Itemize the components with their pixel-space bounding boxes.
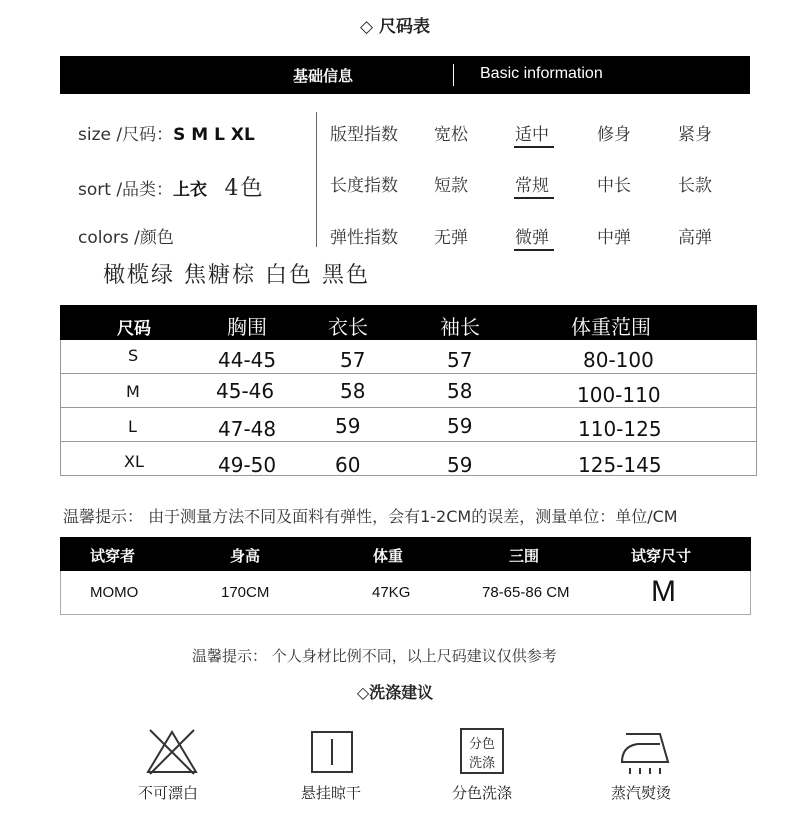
index-option-selected: 微弹 — [515, 228, 549, 248]
cell-sleeve: 58 — [447, 379, 473, 403]
selected-underline — [514, 146, 554, 148]
cell-weight: 80-100 — [583, 348, 654, 372]
selected-underline — [514, 249, 554, 251]
table-row — [60, 374, 757, 408]
tester-weight: 47KG — [372, 584, 411, 601]
cell-chest: 47-48 — [218, 417, 277, 441]
index-label: 弹性指数 — [330, 228, 398, 248]
cell-chest: 45-46 — [216, 379, 275, 403]
cell-sleeve: 57 — [447, 348, 473, 372]
index-option: 宽松 — [434, 125, 468, 145]
cell-length: 59 — [335, 414, 361, 438]
care-label: 悬挂晾干 — [301, 784, 362, 802]
try-on-row — [60, 571, 751, 615]
table-row — [60, 442, 757, 476]
cell-weight: 125-145 — [578, 453, 662, 477]
col-header: 身高 — [230, 547, 261, 565]
size-table-header — [60, 305, 757, 340]
tester-name: MOMO — [90, 584, 139, 601]
icon-text: 分色 — [468, 737, 495, 752]
cell-size: L — [128, 417, 137, 436]
separate-wash-icon — [460, 728, 504, 774]
colors-handwritten: 橄榄绿 焦糖棕 白色 黑色 — [103, 263, 370, 288]
page-title: ◇ 尺码表 — [360, 17, 430, 37]
index-option: 短款 — [434, 176, 468, 196]
cell-size: XL — [124, 452, 144, 471]
index-label: 版型指数 — [330, 125, 398, 145]
col-header: 体重 — [373, 547, 404, 565]
index-option: 高弹 — [678, 228, 712, 248]
table-row — [60, 408, 757, 442]
bar-divider — [453, 64, 454, 86]
size-label: size /尺码： — [78, 125, 174, 145]
info-divider — [316, 112, 317, 247]
index-label: 长度指数 — [330, 176, 398, 196]
tester-height: 170CM — [221, 584, 270, 601]
hang-dry-icon — [310, 730, 354, 774]
table-row — [60, 340, 757, 374]
cell-sleeve: 59 — [447, 414, 473, 438]
index-option: 长款 — [678, 176, 712, 196]
index-option-selected: 适中 — [515, 125, 549, 145]
col-header: 尺码 — [117, 319, 151, 339]
tester-measurements: 78-65-86 CM — [482, 584, 570, 601]
measurement-tip: 温馨提示： 由于测量方法不同及面料有弹性，会有1-2CM的误差，测量单位：单位/CM — [63, 507, 678, 526]
cell-size: M — [126, 382, 140, 401]
col-header: 试穿者 — [90, 547, 136, 565]
index-option: 中长 — [597, 176, 631, 196]
index-option-selected: 常规 — [515, 176, 549, 196]
basic-info-bar — [60, 56, 750, 94]
sort-line — [78, 171, 264, 202]
size-line — [78, 120, 255, 145]
care-label: 不可漂白 — [138, 784, 199, 802]
care-label: 分色洗涤 — [452, 784, 513, 802]
selected-underline — [514, 197, 554, 199]
col-header: 体重范围 — [571, 315, 651, 339]
cell-weight: 110-125 — [578, 417, 662, 441]
cell-size: S — [128, 346, 139, 365]
wash-title: ◇洗涤建议 — [356, 683, 434, 702]
index-option: 修身 — [597, 125, 631, 145]
cell-length: 57 — [340, 348, 366, 372]
index-option: 中弹 — [597, 228, 631, 248]
cell-weight: 100-110 — [577, 383, 661, 407]
cell-length: 60 — [335, 453, 361, 477]
cell-chest: 44-45 — [218, 348, 277, 372]
index-option: 紧身 — [678, 125, 712, 145]
col-header: 袖长 — [440, 315, 480, 339]
try-on-header — [60, 537, 751, 571]
sort-label: sort /品类： — [78, 180, 174, 200]
basic-info-zh: 基础信息 — [293, 67, 354, 85]
basic-info-en: Basic information — [480, 65, 603, 82]
col-header: 胸围 — [227, 315, 267, 339]
cell-chest: 49-50 — [218, 453, 277, 477]
fit-tip: 温馨提示： 个人身材比例不同，以上尺码建议仅供参考 — [192, 647, 557, 665]
index-option: 无弹 — [434, 228, 468, 248]
sort-value: 上衣 — [173, 180, 208, 200]
cell-length: 58 — [340, 379, 366, 403]
col-header: 三围 — [509, 547, 540, 565]
col-header: 衣长 — [328, 315, 368, 339]
no-bleach-icon — [144, 728, 200, 776]
care-label: 蒸汽熨烫 — [611, 784, 672, 802]
col-header: 试穿尺寸 — [631, 547, 692, 565]
tester-size: M — [651, 575, 676, 608]
size-values: S M L XL — [173, 125, 255, 145]
cell-sleeve: 59 — [447, 453, 473, 477]
sort-extra: 4色 — [224, 176, 265, 201]
steam-iron-icon — [616, 728, 676, 778]
colors-label: colors /颜色 — [78, 228, 174, 248]
icon-text: 洗涤 — [468, 756, 495, 771]
